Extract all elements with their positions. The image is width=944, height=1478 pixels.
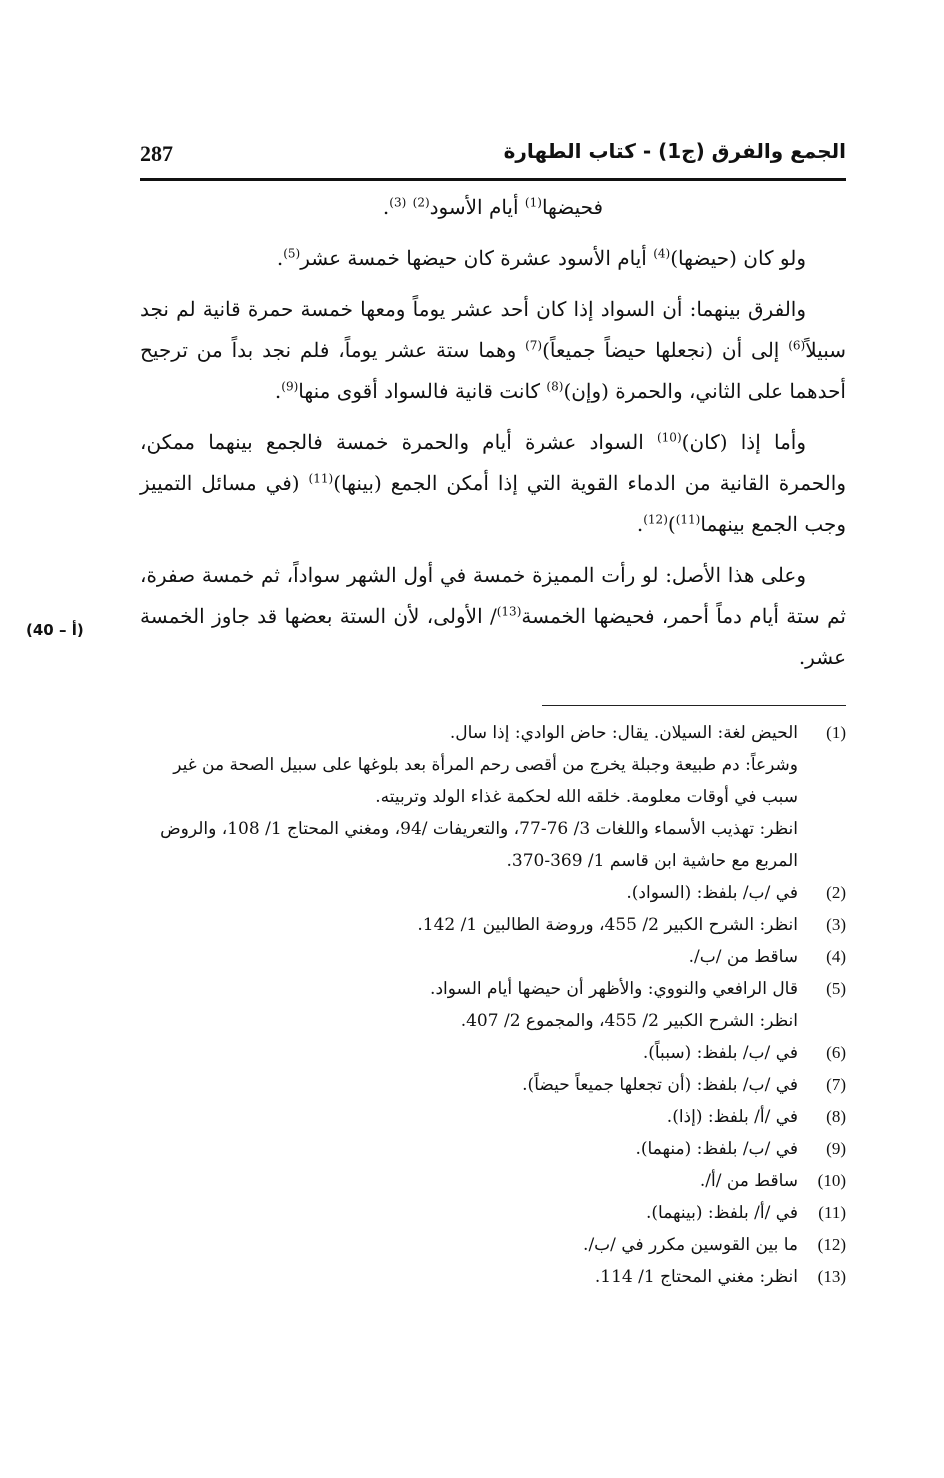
text-run: ولو كان (حيضها)	[670, 246, 806, 270]
footnote-number: (4)	[826, 947, 846, 966]
footnote-item	[140, 909, 846, 941]
footnote-line: في /ب/ بلفظ: (منهما).	[635, 1139, 798, 1159]
footnote-line: ساقط من /أ/.	[699, 1171, 798, 1191]
footnote-item	[140, 973, 846, 1037]
footnote-number: (11)	[818, 1203, 846, 1222]
text-run: أيام الأسود	[429, 195, 525, 219]
footnote-item	[140, 1197, 846, 1229]
footnote-item	[140, 1069, 846, 1101]
text-run: والفرق بينهما: أن السواد إذا كان أحد عشر يوماً ومعها خمسة حمرة قانية لم نجد سبيلاً	[140, 297, 846, 362]
text-run: .	[382, 195, 390, 219]
footnote-item	[140, 1133, 846, 1165]
text-run: (في مسائل التمييز وجب الجمع بينهما	[140, 471, 846, 536]
main-text	[140, 187, 846, 688]
footnotes	[140, 717, 846, 1293]
body-paragraph	[140, 238, 846, 279]
footnote-item	[140, 1165, 846, 1197]
footnote-text	[140, 717, 798, 877]
footnote-item	[140, 941, 846, 973]
footnote-number: (3)	[826, 915, 846, 934]
footnote-line: في /أ/ بلفظ: (بينهما).	[645, 1203, 798, 1223]
text-run: إلى أن (نجعلها حيضاً جميعاً)	[542, 338, 789, 362]
text-run: وعلى هذا الأصل: لو رأت المميزة خمسة في أول الشهر سواداً، ثم خمسة صفرة، ثم ستة أيام دماً أحمر، فحيضها الخمسة	[140, 563, 846, 628]
body-paragraph	[140, 289, 846, 412]
text-run: )	[667, 512, 676, 536]
footnote-item	[140, 1037, 846, 1069]
running-title: الجمع والفرق (ج1) - كتاب الطهارة	[503, 139, 846, 163]
footnote-line: انظر: مغني المحتاج 1/ 114.	[594, 1267, 798, 1287]
footnote-line: الحيض لغة: السيلان. يقال: حاض الوادي: إذا سال.	[449, 723, 798, 743]
footnote-text	[140, 1229, 798, 1261]
text-run: وهما ستة عشر يوماً، فلم نجد بداً من ترجيح أحدهما على الثاني، والحمرة (وإن)	[140, 338, 846, 403]
text-run: كانت قانية فالسواد أقوى منها	[298, 379, 547, 403]
footnote-ref: (7)	[525, 338, 543, 353]
footnote-ref: (5)	[283, 246, 301, 261]
footnote-text	[140, 1165, 798, 1197]
footnote-ref: (11)	[675, 512, 701, 527]
footnote-ref: (1)	[524, 195, 542, 210]
footnote-line: ما بين القوسين مكرر في /ب/.	[583, 1235, 798, 1255]
footnote-line: ساقط من /ب/.	[688, 947, 798, 967]
footnote-number: (5)	[826, 979, 846, 998]
text-run: / الأولى، لأن الستة بعضها قد جاوز الخمسة عشر.	[140, 604, 846, 669]
footnote-item	[140, 1261, 846, 1293]
footnote-text	[140, 877, 798, 909]
footnote-ref: (11)	[308, 471, 334, 486]
margin-folio-note: (40 – أ)	[26, 621, 84, 639]
header-rule	[140, 178, 846, 181]
body-paragraph	[140, 555, 846, 678]
footnote-text	[140, 973, 798, 1037]
footnote-line: في /أ/ بلفظ: (إذا).	[666, 1107, 798, 1127]
footnote-line: في /ب/ بلفظ: (السواد).	[626, 883, 798, 903]
footnote-number: (2)	[826, 883, 846, 902]
text-run: .	[276, 246, 284, 270]
footnote-ref: (9)	[281, 379, 299, 394]
footnote-ref: (2)	[412, 195, 430, 210]
footnote-separator	[542, 705, 846, 706]
footnote-number: (10)	[817, 1171, 846, 1190]
body-paragraph	[140, 187, 846, 228]
footnote-text	[140, 1101, 798, 1133]
footnote-text	[140, 1197, 798, 1229]
footnote-line: انظر: الشرح الكبير 2/ 455، وروضة الطالبين 1/ 142.	[417, 915, 798, 935]
footnote-number: (9)	[826, 1139, 846, 1158]
text-run: .	[274, 379, 282, 403]
text-run: فحيضها	[541, 195, 604, 219]
footnote-ref: (10)	[656, 430, 682, 445]
footnote-line: انظر: تهذيب الأسماء واللغات 3/ 76-77، والتعريفات /94، ومغني المحتاج 1/ 108، والروض المربع مع حاشية ابن قاسم 1/ 369-370.	[160, 819, 798, 871]
body-paragraph	[140, 422, 846, 545]
footnote-text	[140, 909, 798, 941]
footnote-text	[140, 1133, 798, 1165]
footnote-text	[140, 1037, 798, 1069]
footnote-ref: (12)	[643, 512, 668, 527]
footnote-item	[140, 717, 846, 877]
footnote-text	[140, 1069, 798, 1101]
footnote-line: انظر: الشرح الكبير 2/ 455، والمجموع 2/ 407.	[460, 1011, 798, 1031]
page-header	[140, 139, 846, 175]
footnote-number: (12)	[817, 1235, 846, 1254]
footnote-ref: (8)	[546, 379, 564, 394]
text-run: السواد عشرة أيام والحمرة خمسة فالجمع بينهما ممكن، والحمرة القانية من الدماء القوية التي إذا أمكن الجمع (بينها)	[140, 430, 846, 495]
footnote-line: قال الرافعي والنووي: والأظهر أن حيضها أيام السواد.	[430, 979, 798, 999]
footnote-line: في /ب/ بلفظ: (سبباً).	[642, 1043, 798, 1063]
footnote-text	[140, 1261, 798, 1293]
footnote-number: (1)	[826, 723, 846, 742]
footnote-number: (13)	[817, 1267, 846, 1286]
footnote-item	[140, 1229, 846, 1261]
footnote-number: (7)	[826, 1075, 846, 1094]
text-run: وأما إذا (كان)	[681, 430, 806, 454]
footnote-ref: (13)	[496, 604, 522, 619]
footnote-ref: (3)	[389, 195, 407, 210]
page-number: 287	[140, 141, 173, 166]
footnote-text	[140, 941, 798, 973]
footnote-ref: (6)	[788, 338, 806, 353]
text-run: .	[636, 512, 644, 536]
footnote-ref: (4)	[653, 246, 671, 261]
footnote-item	[140, 1101, 846, 1133]
footnote-item	[140, 877, 846, 909]
footnote-line: وشرعاً: دم طبيعة وجبلة يخرج من أقصى رحم المرأة بعد بلوغها على سبيل الصحة من غير سبب في أوقات معلومة. خلقه الله لحكمة غذاء الولد وتربيته.	[173, 755, 798, 807]
footnote-line: في /ب/ بلفظ: (أن تجعلها جميعاً حيضاً).	[522, 1075, 798, 1095]
footnote-number: (8)	[826, 1107, 846, 1126]
footnote-number: (6)	[826, 1043, 846, 1062]
text-run: أيام الأسود عشرة كان حيضها خمسة عشر	[300, 246, 654, 270]
